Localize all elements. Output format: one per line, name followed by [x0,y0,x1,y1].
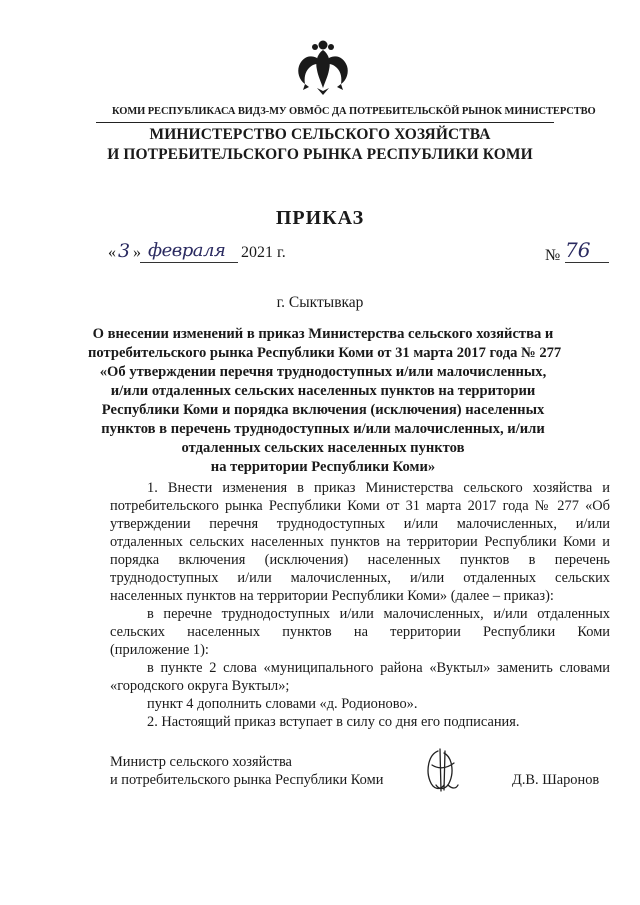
body-line: сельских населенных пунктов на территории Республики Коми [110,624,610,640]
ministry-name-line-2: И ПОТРЕБИТЕЛЬСКОГО РЫНКА РЕСПУБЛИКИ КОМИ [107,146,533,163]
handwritten-signature-icon [418,745,466,795]
body-line: 1. Внести изменения в приказ Министерства сельского хозяйства и [147,480,610,496]
date-day-handwritten: 3 [118,240,131,262]
subject-line: отдаленных сельских населенных пунктов [181,440,465,456]
body-line: населенных пунктов на территории Республики Коми» (далее – приказ): [110,588,554,604]
signatory-name: Д.В. Шаронов [512,772,600,788]
body-line: отдаленных сельских населенных пунктов на территории Республики Коми и [110,534,610,550]
ministry-name-line-1: МИНИСТЕРСТВО СЕЛЬСКОГО ХОЗЯЙСТВА [149,126,491,143]
date-year: 2021 г. [241,244,286,261]
subject-line: пунктов в перечень труднодоступных и/или малочисленных, и/или [101,421,545,437]
body-line: порядка включения (исключения) населенных пунктов в перечень [110,552,610,568]
body-line: пункт 4 дополнить словами «д. Родионово». [147,696,418,712]
signatory-title-line-2: и потребительского рынка Республики Коми [110,772,384,788]
date-month-handwritten: февраля [148,240,226,261]
subject-line: на территории Республики Коми» [210,459,436,475]
order-number-handwritten: 76 [565,238,591,262]
signatory-title-line-1: Министр сельского хозяйства [110,754,292,770]
document-title: ПРИКАЗ [275,207,365,229]
body-line: 2. Настоящий приказ вступает в силу со дня его подписания. [147,714,520,730]
subject-line: и/или отдаленных сельских населенных пунктов на территории [110,383,536,399]
subject-line: «Об утверждении перечня труднодоступных и/или малочисленных, [99,364,547,380]
subject-line: потребительского рынка Республики Коми от 31 марта 2017 года № 277 [88,345,562,361]
body-line: в перечне труднодоступных и/или малочисленных, и/или отдаленных [147,606,610,622]
komi-bird-emblem-icon [295,38,351,96]
komi-language-ministry-name: КОМИ РЕСПУБЛИКАСА ВИДЗ-МУ ОВМÖС ДА ПОТРЕБИТЕЛЬСКÖЙ РЫНОК МИНИСТЕРСТВО [112,106,596,117]
city: г. Сыктывкар [276,294,364,311]
body-line: потребительского рынка Республики Коми от 31 марта 2017 года № 277 «Об [110,498,610,514]
body-line: утверждении перечня труднодоступных и/или малочисленных, и/или [110,516,610,532]
date-open-quote: « [108,244,116,261]
body-line: труднодоступных и/или малочисленных, и/или отдаленных сельских [110,570,610,586]
subject-line: Республики Коми и порядка включения (исключения) населенных [101,402,545,418]
order-number-label: № [545,247,561,264]
date-close-quote: » [133,244,141,261]
order-subject [88,325,562,477]
body-line: в пункте 2 слова «муниципального района «Вуктыл» заменить словами [147,660,610,676]
order-number-underline [565,262,609,263]
body-line: (приложение 1): [110,642,209,658]
header-rule [96,122,554,123]
body-line: «городского округа Вуктыл»; [110,678,290,694]
subject-line: О внесении изменений в приказ Министерства сельского хозяйства и [92,326,554,342]
date-underline [140,262,238,263]
